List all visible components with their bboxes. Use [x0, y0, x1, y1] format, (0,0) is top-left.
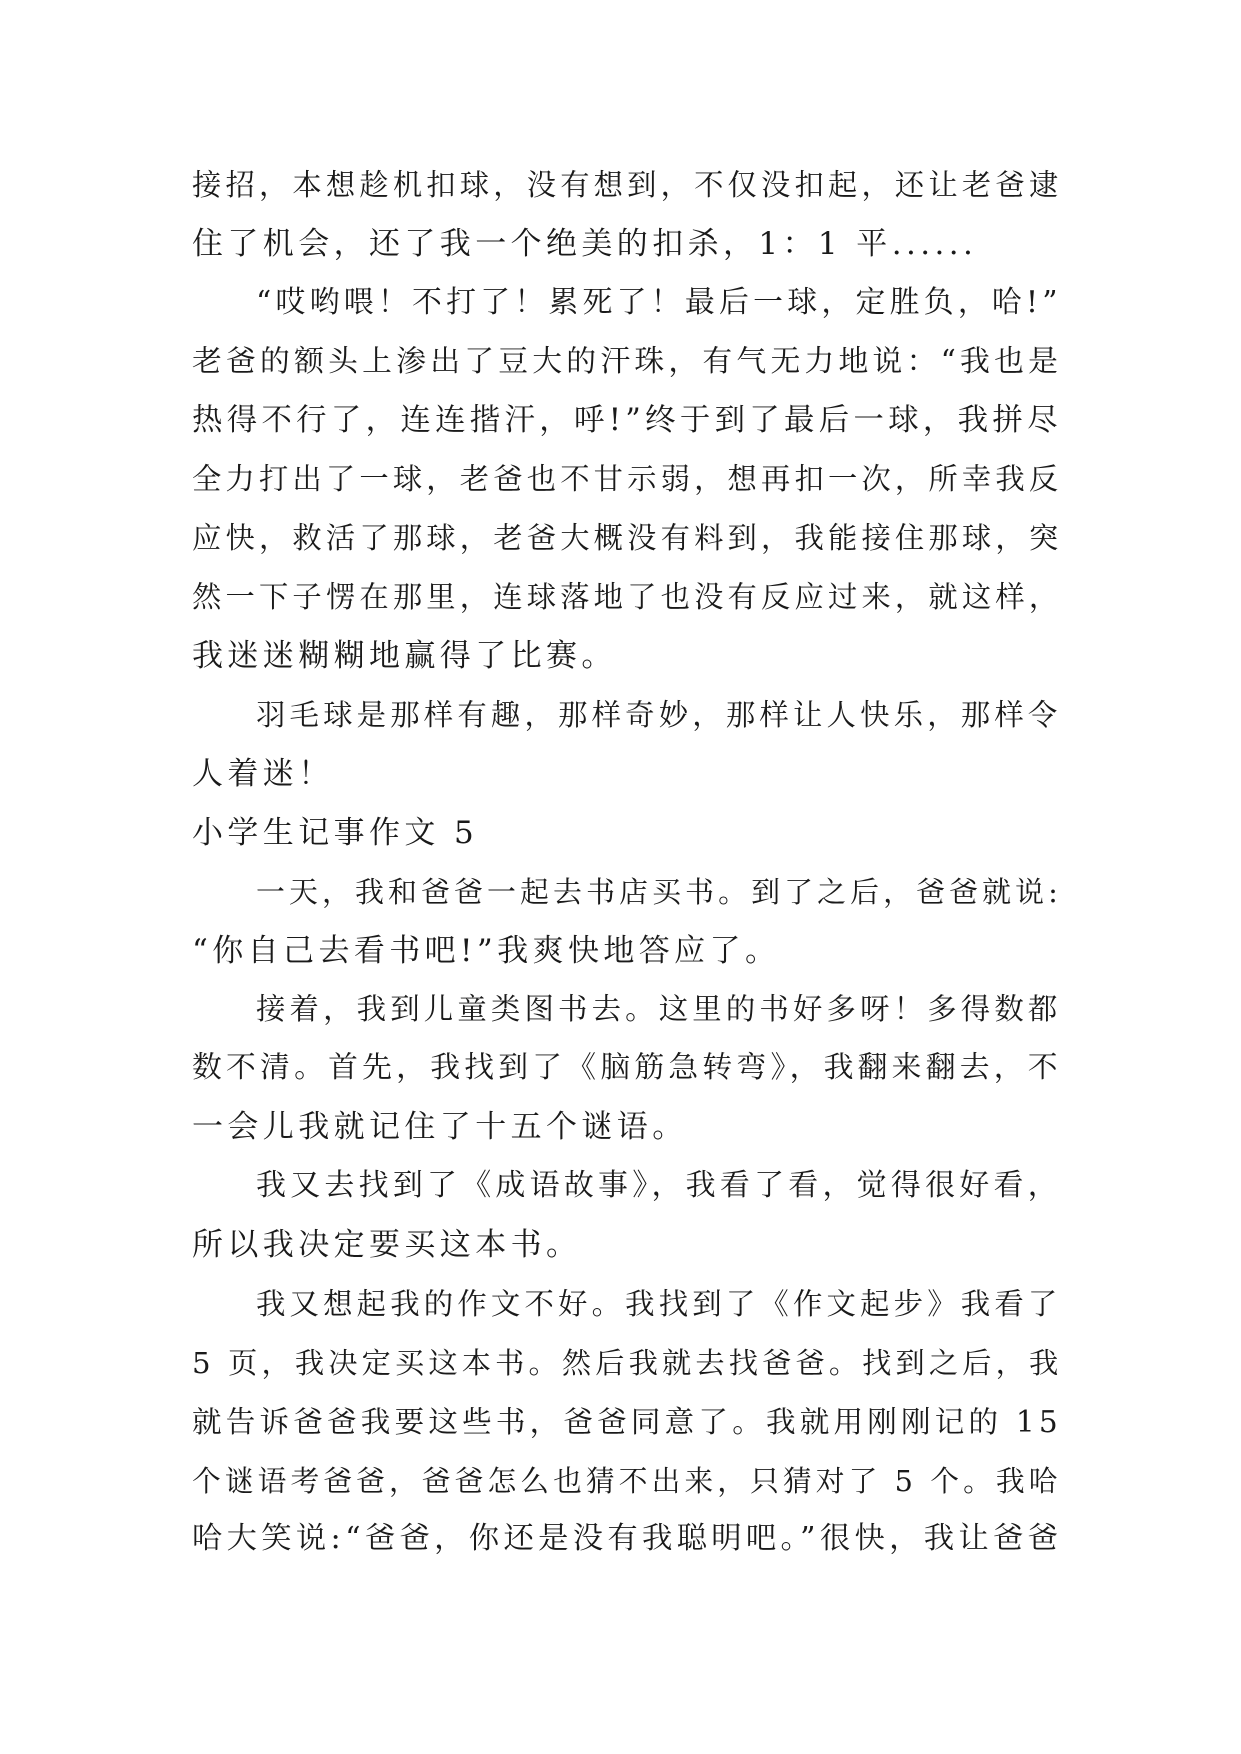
text-line: 就告诉爸爸我要这些书，爸爸同意了。我就用刚刚记的 15	[192, 1404, 1062, 1439]
text-line: 5 页，我决定买这本书。然后我就去找爸爸。找到之后，我	[192, 1345, 1063, 1380]
text-line: “哎哟喂！不打了！累死了！最后一球，定胜负，哈!”	[256, 284, 1062, 320]
text-line: 接招，本想趁机扣球，没有想到，不仅没扣起，还让老爸逮	[192, 168, 1063, 202]
text-line: 应快，救活了那球，老爸大概没有料到，我能接住那球，突	[192, 521, 1063, 556]
text-line: 然一下子愣在那里，连球落地了也没有反应过来，就这样，	[192, 580, 1063, 615]
section-heading: 小学生记事作文 5	[192, 814, 479, 851]
text-line: 老爸的额头上渗出了豆大的汗珠，有气无力地说：“我也是	[192, 343, 1063, 379]
text-line: 一天，我和爸爸一起去书店买书。到了之后，爸爸就说:	[256, 874, 1062, 909]
text-line: 我又去找到了《成语故事》，我看了看，觉得很好看，	[256, 1168, 1062, 1204]
text-line: 数不清。首先，我找到了《脑筋急转弯》，我翻来翻去，不	[192, 1050, 1062, 1086]
text-line: 我迷迷糊糊地赢得了比赛。	[192, 638, 617, 675]
text-line: 所以我决定要买这本书。	[192, 1227, 582, 1264]
text-line: 我又想起我的作文不好。我找到了《作文起步》我看了	[256, 1286, 1062, 1321]
text-line: 全力打出了一球，老爸也不甘示弱，想再扣一次，所幸我反	[192, 462, 1063, 497]
text-line: 哈大笑说:“爸爸，你还是没有我聪明吧。”很快，我让爸爸	[192, 1521, 1063, 1557]
text-line: 个谜语考爸爸，爸爸怎么也猜不出来，只猜对了 5 个。我哈	[192, 1463, 1062, 1498]
body-text	[192, 156, 1062, 1569]
text-line: “你自己去看书吧!”我爽快地答应了。	[192, 932, 781, 969]
text-line: 接着，我到儿童类图书去。这里的书好多呀！多得数都	[256, 992, 1062, 1027]
text-line: 热得不行了，连连揩汗，呼!”终于到了最后一球，我拼尽	[192, 402, 1062, 438]
text-line: 住了机会，还了我一个绝美的扣杀，1：1 平......	[192, 225, 978, 262]
text-line: 一会儿我就记住了十五个谜语。	[192, 1109, 688, 1146]
text-line: 羽毛球是那样有趣，那样奇妙，那样让人快乐，那样令	[256, 698, 1062, 733]
text-line: 人着迷！	[192, 755, 334, 792]
